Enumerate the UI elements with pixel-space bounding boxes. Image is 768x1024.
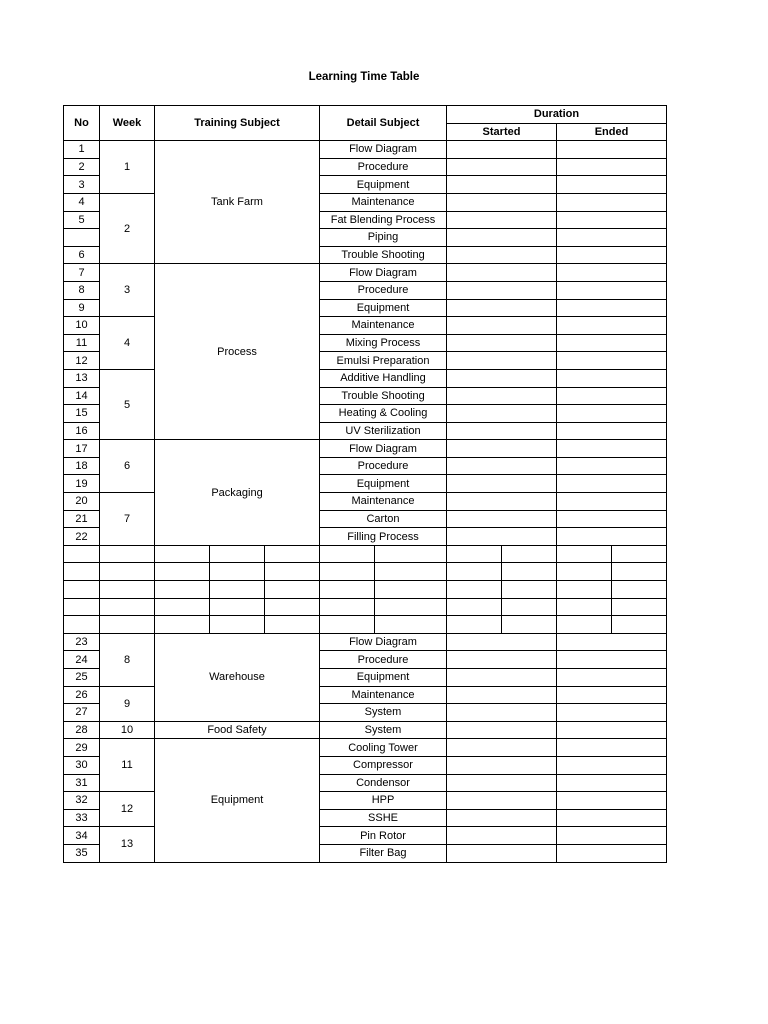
header-detail-subject: Detail Subject (320, 106, 447, 141)
row-number: 12 (64, 352, 100, 370)
blank-cell (557, 616, 612, 634)
blank-cell (320, 545, 375, 563)
row-number (64, 229, 100, 247)
row-number: 16 (64, 422, 100, 440)
learning-time-table (63, 105, 667, 863)
blank-cell (612, 545, 667, 563)
ended-cell (557, 317, 667, 335)
week-cell: 8 (100, 633, 155, 686)
blank-cell (447, 563, 502, 581)
row-number: 23 (64, 633, 100, 651)
training-subject-cell: Equipment (155, 739, 320, 862)
ended-cell (557, 739, 667, 757)
detail-subject-cell: Cooling Tower (320, 739, 447, 757)
week-cell: 9 (100, 686, 155, 721)
detail-subject-cell: Equipment (320, 299, 447, 317)
blank-cell (265, 563, 320, 581)
table-row (64, 721, 667, 739)
blank-cell (265, 598, 320, 616)
detail-subject-cell: HPP (320, 792, 447, 810)
header-week: Week (100, 106, 155, 141)
detail-subject-cell: Piping (320, 229, 447, 247)
started-cell (447, 264, 557, 282)
ended-cell (557, 774, 667, 792)
detail-subject-cell: Equipment (320, 669, 447, 687)
blank-cell (64, 545, 100, 563)
blank-cell (210, 545, 265, 563)
table-row (64, 633, 667, 651)
table-row (64, 440, 667, 458)
blank-cell (375, 581, 447, 599)
ended-cell (557, 281, 667, 299)
blank-cell (265, 545, 320, 563)
ended-cell (557, 193, 667, 211)
ended-cell (557, 334, 667, 352)
week-cell: 1 (100, 141, 155, 194)
ended-cell (557, 211, 667, 229)
blank-cell (557, 563, 612, 581)
started-cell (447, 651, 557, 669)
row-number: 31 (64, 774, 100, 792)
table-body (64, 106, 667, 863)
blank-cell (375, 598, 447, 616)
blank-cell (557, 545, 612, 563)
blank-cell (155, 545, 210, 563)
detail-subject-cell: UV Sterilization (320, 422, 447, 440)
blank-cell (612, 563, 667, 581)
blank-cell (100, 545, 155, 563)
started-cell (447, 141, 557, 159)
blank-cell (155, 581, 210, 599)
row-number: 2 (64, 158, 100, 176)
blank-cell (612, 581, 667, 599)
week-cell: 13 (100, 827, 155, 862)
week-cell: 2 (100, 193, 155, 263)
row-number: 22 (64, 528, 100, 546)
started-cell (447, 704, 557, 722)
ended-cell (557, 756, 667, 774)
week-cell: 10 (100, 721, 155, 739)
row-number: 11 (64, 334, 100, 352)
training-subject-cell: Warehouse (155, 633, 320, 721)
blank-row (64, 616, 667, 634)
started-cell (447, 422, 557, 440)
ended-cell (557, 387, 667, 405)
blank-cell (64, 598, 100, 616)
started-cell (447, 686, 557, 704)
ended-cell (557, 792, 667, 810)
ended-cell (557, 809, 667, 827)
table-row (64, 317, 667, 335)
row-number: 30 (64, 756, 100, 774)
row-number: 24 (64, 651, 100, 669)
started-cell (447, 774, 557, 792)
table-row (64, 193, 667, 211)
header-no: No (64, 106, 100, 141)
detail-subject-cell: Filling Process (320, 528, 447, 546)
table-row (64, 493, 667, 511)
blank-cell (64, 581, 100, 599)
blank-cell (64, 616, 100, 634)
table-row (64, 739, 667, 757)
row-number: 10 (64, 317, 100, 335)
blank-cell (155, 598, 210, 616)
training-subject-cell: Tank Farm (155, 141, 320, 264)
ended-cell (557, 827, 667, 845)
header-training-subject: Training Subject (155, 106, 320, 141)
blank-cell (210, 581, 265, 599)
blank-cell (155, 563, 210, 581)
detail-subject-cell: Trouble Shooting (320, 387, 447, 405)
started-cell (447, 633, 557, 651)
table-row (64, 264, 667, 282)
ended-cell (557, 686, 667, 704)
blank-cell (502, 581, 557, 599)
blank-row (64, 598, 667, 616)
started-cell (447, 387, 557, 405)
blank-cell (557, 581, 612, 599)
blank-cell (265, 581, 320, 599)
blank-cell (447, 598, 502, 616)
ended-cell (557, 229, 667, 247)
blank-cell (320, 563, 375, 581)
blank-cell (612, 616, 667, 634)
blank-row (64, 545, 667, 563)
detail-subject-cell: Procedure (320, 281, 447, 299)
blank-cell (320, 616, 375, 634)
ended-cell (557, 457, 667, 475)
blank-cell (100, 616, 155, 634)
detail-subject-cell: Filter Bag (320, 844, 447, 862)
blank-cell (64, 563, 100, 581)
blank-cell (320, 581, 375, 599)
detail-subject-cell: Compressor (320, 756, 447, 774)
started-cell (447, 317, 557, 335)
blank-cell (320, 598, 375, 616)
week-cell: 11 (100, 739, 155, 792)
row-number: 35 (64, 844, 100, 862)
detail-subject-cell: Flow Diagram (320, 440, 447, 458)
row-number: 13 (64, 369, 100, 387)
started-cell (447, 739, 557, 757)
started-cell (447, 299, 557, 317)
blank-cell (375, 616, 447, 634)
blank-cell (375, 545, 447, 563)
ended-cell (557, 651, 667, 669)
detail-subject-cell: Flow Diagram (320, 633, 447, 651)
ended-cell (557, 158, 667, 176)
table-row (64, 369, 667, 387)
started-cell (447, 792, 557, 810)
week-cell: 5 (100, 369, 155, 439)
blank-cell (155, 616, 210, 634)
blank-cell (502, 598, 557, 616)
row-number: 15 (64, 405, 100, 423)
detail-subject-cell: Condensor (320, 774, 447, 792)
started-cell (447, 281, 557, 299)
row-number: 20 (64, 493, 100, 511)
ended-cell (557, 264, 667, 282)
header-ended: Ended (557, 123, 667, 141)
blank-cell (100, 563, 155, 581)
header-duration: Duration (447, 106, 667, 124)
row-number: 21 (64, 510, 100, 528)
blank-cell (210, 598, 265, 616)
detail-subject-cell: Pin Rotor (320, 827, 447, 845)
started-cell (447, 211, 557, 229)
blank-cell (502, 545, 557, 563)
ended-cell (557, 246, 667, 264)
row-number: 4 (64, 193, 100, 211)
started-cell (447, 827, 557, 845)
table-row (64, 141, 667, 159)
detail-subject-cell: Maintenance (320, 193, 447, 211)
ended-cell (557, 528, 667, 546)
blank-cell (210, 563, 265, 581)
detail-subject-cell: System (320, 721, 447, 739)
row-number: 27 (64, 704, 100, 722)
blank-cell (375, 563, 447, 581)
blank-cell (612, 598, 667, 616)
blank-cell (447, 616, 502, 634)
training-subject-cell: Packaging (155, 440, 320, 546)
blank-cell (447, 545, 502, 563)
training-subject-cell: Process (155, 264, 320, 440)
detail-subject-cell: Maintenance (320, 317, 447, 335)
detail-subject-cell: Procedure (320, 158, 447, 176)
blank-cell (100, 598, 155, 616)
ended-cell (557, 704, 667, 722)
ended-cell (557, 510, 667, 528)
detail-subject-cell: Emulsi Preparation (320, 352, 447, 370)
blank-cell (557, 598, 612, 616)
detail-subject-cell: Equipment (320, 176, 447, 194)
ended-cell (557, 721, 667, 739)
ended-cell (557, 405, 667, 423)
page-title: Learning Time Table (308, 71, 420, 83)
ended-cell (557, 422, 667, 440)
started-cell (447, 844, 557, 862)
started-cell (447, 176, 557, 194)
week-cell: 12 (100, 792, 155, 827)
started-cell (447, 405, 557, 423)
detail-subject-cell: Procedure (320, 651, 447, 669)
detail-subject-cell: SSHE (320, 809, 447, 827)
row-number: 32 (64, 792, 100, 810)
detail-subject-cell: Additive Handling (320, 369, 447, 387)
ended-cell (557, 352, 667, 370)
started-cell (447, 369, 557, 387)
row-number: 7 (64, 264, 100, 282)
week-cell: 4 (100, 317, 155, 370)
detail-subject-cell: Heating & Cooling (320, 405, 447, 423)
blank-cell (502, 616, 557, 634)
blank-cell (502, 563, 557, 581)
table-row (64, 792, 667, 810)
ended-cell (557, 475, 667, 493)
row-number: 18 (64, 457, 100, 475)
detail-subject-cell: Fat Blending Process (320, 211, 447, 229)
row-number: 33 (64, 809, 100, 827)
blank-row (64, 563, 667, 581)
row-number: 34 (64, 827, 100, 845)
ended-cell (557, 633, 667, 651)
blank-cell (210, 616, 265, 634)
started-cell (447, 229, 557, 247)
detail-subject-cell: Mixing Process (320, 334, 447, 352)
ended-cell (557, 669, 667, 687)
started-cell (447, 528, 557, 546)
ended-cell (557, 141, 667, 159)
table-row (64, 827, 667, 845)
ended-cell (557, 176, 667, 194)
table-row (64, 686, 667, 704)
started-cell (447, 457, 557, 475)
started-cell (447, 475, 557, 493)
row-number: 6 (64, 246, 100, 264)
row-number: 17 (64, 440, 100, 458)
header-row (64, 106, 667, 124)
ended-cell (557, 369, 667, 387)
ended-cell (557, 440, 667, 458)
detail-subject-cell: System (320, 704, 447, 722)
ended-cell (557, 493, 667, 511)
row-number: 28 (64, 721, 100, 739)
detail-subject-cell: Maintenance (320, 686, 447, 704)
week-cell: 6 (100, 440, 155, 493)
started-cell (447, 334, 557, 352)
row-number: 14 (64, 387, 100, 405)
detail-subject-cell: Flow Diagram (320, 141, 447, 159)
detail-subject-cell: Procedure (320, 457, 447, 475)
detail-subject-cell: Trouble Shooting (320, 246, 447, 264)
started-cell (447, 352, 557, 370)
week-cell: 3 (100, 264, 155, 317)
started-cell (447, 721, 557, 739)
started-cell (447, 493, 557, 511)
row-number: 19 (64, 475, 100, 493)
blank-cell (100, 581, 155, 599)
row-number: 26 (64, 686, 100, 704)
row-number: 8 (64, 281, 100, 299)
started-cell (447, 809, 557, 827)
detail-subject-cell: Maintenance (320, 493, 447, 511)
detail-subject-cell: Flow Diagram (320, 264, 447, 282)
detail-subject-cell: Carton (320, 510, 447, 528)
blank-row (64, 581, 667, 599)
ended-cell (557, 299, 667, 317)
started-cell (447, 246, 557, 264)
header-started: Started (447, 123, 557, 141)
started-cell (447, 158, 557, 176)
row-number: 25 (64, 669, 100, 687)
started-cell (447, 669, 557, 687)
row-number: 29 (64, 739, 100, 757)
row-number: 3 (64, 176, 100, 194)
row-number: 9 (64, 299, 100, 317)
training-subject-cell: Food Safety (155, 721, 320, 739)
started-cell (447, 756, 557, 774)
row-number: 5 (64, 211, 100, 229)
blank-cell (447, 581, 502, 599)
ended-cell (557, 844, 667, 862)
detail-subject-cell: Equipment (320, 475, 447, 493)
started-cell (447, 510, 557, 528)
blank-cell (265, 616, 320, 634)
started-cell (447, 440, 557, 458)
row-number: 1 (64, 141, 100, 159)
week-cell: 7 (100, 493, 155, 546)
started-cell (447, 193, 557, 211)
